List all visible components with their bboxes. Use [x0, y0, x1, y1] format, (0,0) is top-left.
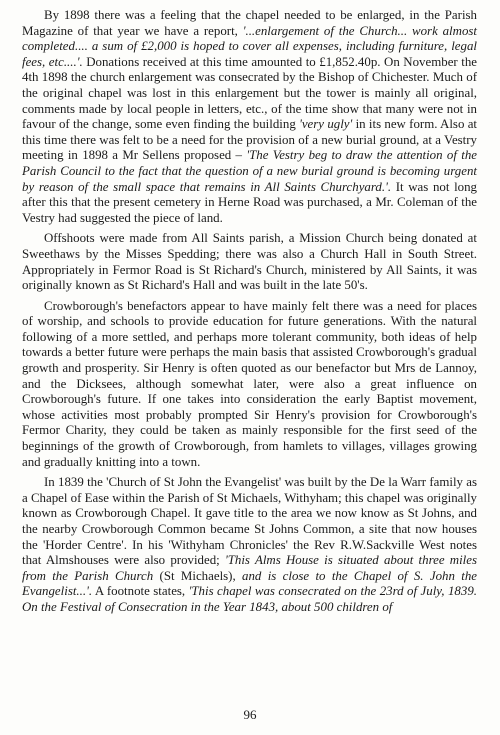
body-text: (St Michaels),	[153, 568, 243, 583]
paragraph	[22, 8, 477, 226]
body-text: Offshoots were made from All Saints parish, a Mission Church being donated at Sweethaws by the Misses Spedding; there was also a Church Hall in South Street. Appropriately in Fermor Road is St Richard's Church, ministered by All Saints, it was originally known as St Richard's Hall and was built in the late 50's.	[22, 231, 477, 293]
body-text: By 1898 there was a feeling that the chapel needed to be enlarged, in the Parish Magazine of that year we have a report,	[22, 8, 477, 38]
body-text: It was not long after this that the present cemetery in Herne Road was purchased, a Mr. Coleman of the Vestry had suggested the piece of land.	[22, 179, 477, 225]
body-text: Donations received at this time amounted to £1,852.40p. On November the 4th 1898 the church enlargement was consecrated by the Bishop of Chichester. Much of the original chapel was lost in this enlargement but the tower is mainly all original, comments made by local people in letters, etc., of the time show that many were not in favour of the change, some even finding the building	[22, 54, 477, 132]
quoted-text: 'This chapel was consecrated on the 23rd of July, 1839. On the Festival of Consecration in the Year 1843, about 500 children of	[22, 584, 477, 614]
page-number: 96	[243, 707, 257, 722]
body-text: A footnote states,	[92, 584, 189, 599]
paragraph	[22, 231, 477, 293]
quoted-text: 'The Vestry beg to draw the attention of the Parish Council to the fact that the question of a new burial ground is becoming urgent by reason of the small space that remains in All Saints Churchyard.'.	[22, 148, 477, 194]
quoted-text: 'very ugly'	[299, 117, 353, 132]
paragraph	[22, 299, 477, 471]
quoted-text: and is close to the Chapel of S. John the Evangelist...'.	[22, 568, 477, 599]
page-body-text	[22, 8, 477, 621]
body-text: in its new form. Also at this time there was felt to be a need for the provision of a new burial ground, at a Vestry meeting in 1898 a Mr Sellens proposed –	[22, 117, 477, 163]
quoted-text: '...enlargement of the Church... work almost completed.... a sum of £2,000 is hoped to cover all expenses, including furniture, legal fees, etc....'.	[22, 23, 477, 69]
body-text: Crowborough's benefactors appear to have mainly felt there was a need for places of worship, and schools to provide education for future generations. With the natural following of a more settled, and perhaps more tolerant community, both ideas of help towards a better future were perhaps the main basis that assisted Crowborough's gradual growth and prosperity. Sir Henry is often quoted as our benefactor but Mrs de Lannoy, and the Dicksees, although somewhat later, were also a great influence on Crowborough's future. If one takes into consideration the early Baptist movement, whose activities most probably prompted Sir Henry's provision for Crowborough's Fermor Charity, they could be taken as mainly responsible for the first seed of the beginnings of the growth of Crowborough, from hamlets to villages, villages growing and gradually knitting into a town.	[22, 298, 477, 469]
quoted-text: 'This Alms House is situated about three miles from the Parish Church	[22, 553, 477, 583]
body-text: In 1839 the 'Church of St John the Evangelist' was built by the De la Warr family as a Chapel of Ease within the Parish of St Michaels, Withyham; this chapel was originally known as Crowborough Chapel. It gave title to the area we now know as St Johns, and the nearby Crowborough Common became St Johns Common, a site that now houses the 'Horder Centre'. In his 'Withyham Chronicles' the Rev R.W.Sackville West notes that Almshouses were also provided;	[22, 475, 477, 568]
paragraph	[22, 475, 477, 615]
